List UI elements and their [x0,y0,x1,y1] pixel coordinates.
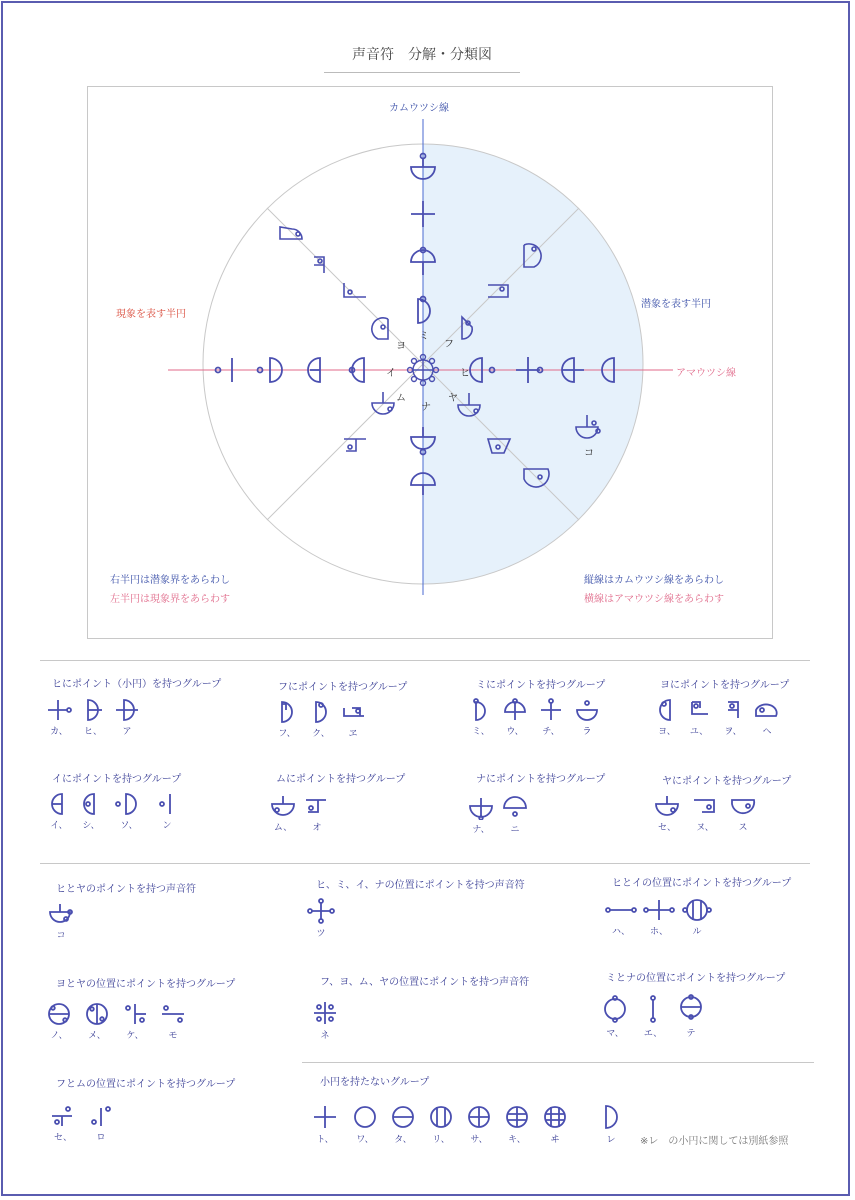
center-label-mu: ム [396,393,406,404]
glyph-reading: ウ、 [506,727,524,737]
glyph-mu [268,794,298,833]
glyph-te [676,994,706,1039]
group-fumu-title: フとムの位置にポイントを持つグループ [56,1079,236,1090]
glyph-shi [76,792,106,831]
group-fu-title: フにポイントを持つグループ [278,682,408,693]
glyph-reading: ロ [96,1133,106,1143]
glyph-reading: チ、 [542,727,560,737]
glyph-reading: ル [692,927,702,937]
glyph-i [44,792,74,831]
left-half-label: 現象を表す半円 [116,309,186,320]
glyph-ka [44,698,74,737]
glyph-reading: ソ、 [120,821,138,831]
glyph-yu [684,698,714,737]
amau-axis-label: アマウツシ線 [676,368,736,379]
kamu-axis-label: カムウツシ線 [389,103,449,114]
glyph-reading: オ [312,823,322,833]
glyph-fu [272,700,302,739]
glyph-reading: レ [606,1135,616,1145]
glyph-reading: ム、 [273,823,293,833]
main-diagram [87,86,773,639]
glyph-reading: ヲ、 [724,727,742,737]
glyph-ri [426,1104,456,1145]
glyph-wi [540,1104,570,1145]
glyph-no [44,1002,74,1041]
glyph-reading: テ [686,1029,696,1039]
right-note-2: 横線はアマウツシ線をあらわす [584,594,724,605]
glyph-ru [680,898,714,937]
glyph-reading: キ、 [508,1135,526,1145]
glyph-hi [78,698,108,737]
group-hii-title: ヒとイの位置にポイントを持つグループ [612,878,792,889]
separator-3 [302,1062,814,1063]
left-note-1: 右半円は潜象界をあらわし [110,575,230,586]
glyph-e [638,994,668,1039]
group-i-title: イにポイントを持つグループ [52,774,182,785]
glyph-sa [464,1104,494,1145]
glyph-wo [718,698,748,737]
glyph-ra [572,698,602,737]
glyph-reading: ユ、 [689,727,709,737]
glyph-ku [306,700,336,739]
glyph-reading: ア [122,727,132,737]
glyph-me [82,1002,112,1041]
glyph-reading: サ、 [470,1135,488,1145]
group-mi-title: ミにポイントを持つグループ [476,680,606,691]
glyph-reading: ミ、 [472,727,490,737]
glyph-so [112,792,146,831]
left-note-2: 左半円は現象界をあらわす [110,594,230,605]
glyph-reading: エ、 [643,1029,663,1039]
group-hi-title: ヒにポイント（小円）を持つグループ [52,679,222,690]
glyph-reading: セ、 [658,823,676,833]
glyph-reading: ヰ [550,1135,560,1145]
glyph-reading: ケ、 [126,1031,144,1041]
group-himiina-title: ヒ、ミ、イ、ナの位置にポイントを持つ声音符 [316,880,525,891]
center-glyph [408,355,439,386]
separator-2 [40,863,810,864]
glyph-re [596,1104,626,1145]
right-half-label: 潜象を表す半円 [641,299,711,310]
glyph-reading: ツ [316,929,326,939]
center-label-mi: ミ [419,331,429,342]
glyph-se [652,794,682,833]
group-yoya-title: ヨとヤの位置にポイントを持つグループ [56,979,236,990]
group-mina-title: ミとナの位置にポイントを持つグループ [606,973,786,984]
glyph-a [112,698,142,737]
outer-label-ko: コ [584,448,594,459]
glyph-ki [502,1104,532,1145]
glyph-reading: コ [56,931,66,941]
glyph-su [728,794,758,833]
right-half-fill [423,144,643,584]
glyph-ro [86,1104,116,1143]
glyph-ma [600,994,630,1039]
separator-1 [40,660,810,661]
center-label-hi: ヒ [460,368,470,379]
glyph-reading: ヨ、 [658,727,676,737]
glyph-reading: ン [162,821,172,831]
glyph-reading: シ、 [82,821,100,831]
glyph-ne [310,1000,340,1041]
glyph-reading: タ、 [394,1135,412,1145]
glyph-reading: メ、 [88,1031,106,1041]
glyph-nu [690,794,720,833]
glyph-u [500,698,530,737]
glyph-reading: フ、 [278,729,296,739]
center-label-yo: ヨ [396,341,406,352]
glyph-reading: ナ、 [472,825,490,835]
glyph-reading: ハ、 [611,927,630,937]
glyph-ko [46,902,76,941]
group-yo-title: ヨにポイントを持つグループ [660,680,790,691]
glyph-ke [120,1002,150,1041]
center-label-i: イ [386,368,396,379]
page-title: 声音符 分解・分類図 [324,44,520,73]
group-none-title: 小円を持たないグループ [320,1077,430,1088]
glyph-n [152,792,182,831]
glyph-to [310,1104,340,1145]
group-mu-title: ムにポイントを持つグループ [276,774,406,785]
glyph-ni [500,796,530,835]
glyph-chi [536,698,566,737]
center-label-fu: フ [444,339,454,350]
glyph-reading: ヌ、 [696,823,714,833]
glyph-reading: ト、 [316,1135,334,1145]
glyph-reading: ヒ、 [84,727,102,737]
right-note-1: 縦線はカムウツシ線をあらわし [584,575,724,586]
group-ya-title: ヤにポイントを持つグループ [662,776,792,787]
glyph-reading: ス [738,823,748,833]
glyph-reading: カ、 [50,727,68,737]
glyph-o [302,794,332,833]
glyph-reading: ヱ [348,729,358,739]
glyph-reading: ラ [582,727,592,737]
glyph-na [466,796,496,835]
footnote: ※レ の小円に関しては別紙参照 [640,1136,789,1147]
glyph-ta [388,1104,418,1145]
glyph-ho [642,898,676,937]
glyph-reading: イ、 [50,821,68,831]
center-label-ya: ヤ [448,393,458,404]
glyph-he [752,698,782,737]
group-hiya-title: ヒとヤのポイントを持つ声音符 [56,884,196,895]
glyph-tsu [306,898,336,939]
glyph-reading: ホ、 [649,927,668,937]
glyph-reading: セ、 [54,1133,72,1143]
glyph-reading: ヘ [762,727,772,737]
glyph-we [338,700,368,739]
group-fuyomuya-title: フ、ヨ、ム、ヤの位置にポイントを持つ声音符 [320,977,530,988]
glyph-ha [604,898,638,937]
group-na-title: ナにポイントを持つグループ [476,774,606,785]
glyph-reading: ノ、 [50,1031,68,1041]
circle-diagram-svg [88,87,774,640]
glyph-reading: マ、 [606,1029,624,1039]
glyph-reading: モ [168,1031,178,1041]
glyph-se2 [48,1104,78,1143]
glyph-reading: ニ [510,825,520,835]
glyph-reading: リ、 [432,1135,450,1145]
glyph-mi [466,698,496,737]
glyph-mo [158,1002,188,1041]
glyph-reading: ワ、 [356,1135,374,1145]
glyph-reading: ネ [320,1031,330,1041]
glyph-wa [350,1104,380,1145]
glyph-yo [652,698,682,737]
glyph-reading: ク、 [312,729,330,739]
center-label-na: ナ [421,402,431,413]
